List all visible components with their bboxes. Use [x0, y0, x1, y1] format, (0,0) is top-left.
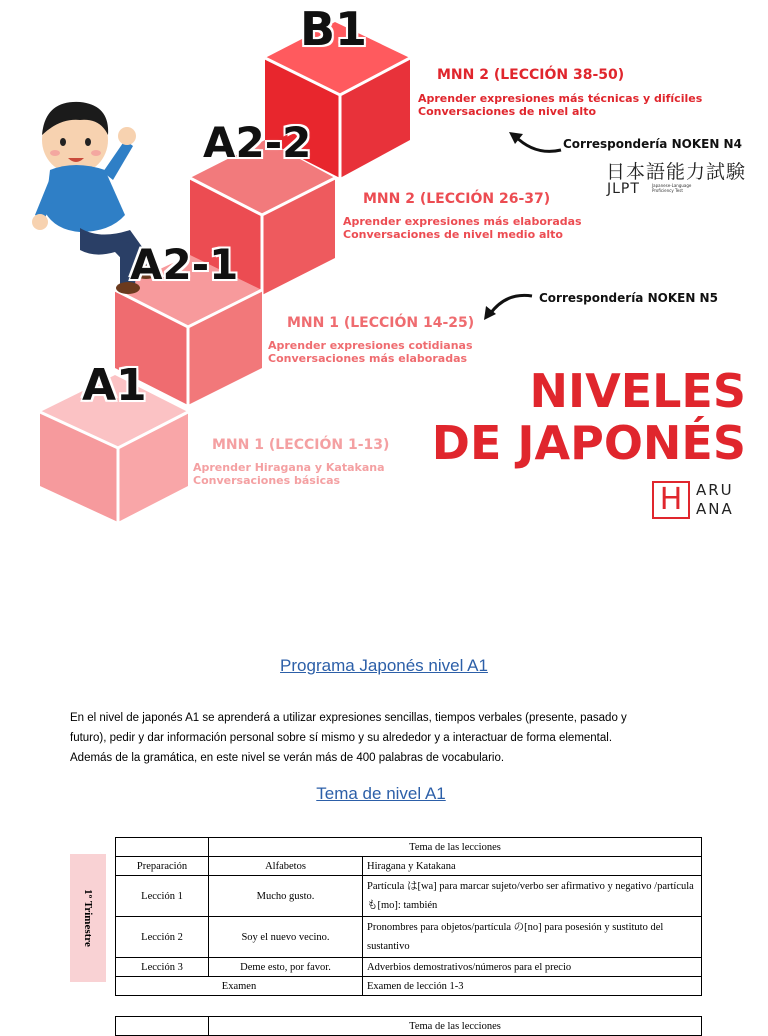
table-row: [116, 857, 702, 876]
haruana-logo-top: ARU: [696, 481, 734, 499]
content-cell: Pronombres para objetos/partícula の[no] para posesión y sustituto del sustantivo: [363, 917, 702, 958]
topic-cell: Soy el nuevo vecino.: [209, 917, 363, 958]
arrow-n4-icon: [505, 128, 565, 158]
table-header-empty: [116, 838, 209, 857]
lesson-cell: Preparación: [116, 857, 209, 876]
program-intro: [70, 708, 710, 768]
table-header-row: [116, 838, 702, 857]
trimester-label: 1º Trimestre: [82, 889, 94, 947]
haruana-logo-box: [652, 481, 690, 519]
page-title-line2: DE JAPONÉS: [431, 416, 746, 470]
page-title: [432, 365, 746, 469]
a1-description-line2: Conversaciones básicas: [193, 474, 341, 487]
a21-description-line1: Aprender expresiones cotidianas: [268, 339, 473, 352]
program-intro-line1: En el nivel de japonés A1 se aprenderá a utilizar expresiones sencillas, tiempos verbales (presente, pasado y: [70, 712, 627, 724]
level-subtitle[interactable]: Tema de nivel A1: [316, 784, 446, 803]
jlpt-small-text: Japanese-Language Proficiency Test: [652, 183, 692, 193]
trimester-label-box: [70, 854, 106, 982]
lesson-cell: Lección 3: [116, 958, 209, 977]
haruana-logo-bottom: ANA: [696, 500, 734, 518]
table-header: Tema de las lecciones: [209, 1017, 702, 1036]
page-title-line1: NIVELES: [529, 364, 746, 418]
b1-description-line2: Conversaciones de nivel alto: [418, 105, 597, 118]
a21-description: [268, 339, 473, 365]
lesson-table-2: [115, 1016, 702, 1036]
b1-description: [418, 92, 702, 118]
a22-description-line2: Conversaciones de nivel medio alto: [343, 228, 563, 241]
topic-cell: Mucho gusto.: [209, 876, 363, 917]
noken-n5-label: Correspondería NOKEN N5: [539, 291, 718, 305]
level-label-a1: A1: [82, 360, 147, 411]
level-label-a22: A2-2: [203, 118, 312, 167]
level-label-a21: A2-1: [130, 240, 239, 289]
b1-description-line1: Aprender expresiones más técnicas y difíciles: [418, 92, 703, 105]
arrow-n5-icon: [480, 290, 535, 322]
lesson-cell: Lección 1: [116, 876, 209, 917]
haruana-logo: [652, 481, 752, 523]
jlpt-latin-logo: JLPT: [607, 181, 640, 197]
table-header: Tema de las lecciones: [209, 838, 702, 857]
table-row: [116, 958, 702, 977]
lesson-cell: Lección 2: [116, 917, 209, 958]
table-row: [116, 876, 702, 917]
program-title[interactable]: Programa Japonés nivel A1: [280, 656, 488, 675]
a1-mnn-label: MNN 1 (LECCIÓN 1-13): [212, 437, 390, 453]
a21-description-line2: Conversaciones más elaboradas: [268, 352, 468, 365]
a22-mnn-label: MNN 2 (LECCIÓN 26-37): [363, 191, 551, 207]
lesson-table: [115, 837, 702, 996]
table-header-row: [116, 1017, 702, 1036]
topic-cell: Alfabetos: [209, 857, 363, 876]
a21-mnn-label: MNN 1 (LECCIÓN 14-25): [287, 315, 475, 331]
a22-description-line1: Aprender expresiones más elaboradas: [343, 215, 582, 228]
program-intro-line2: futuro), pedir y dar información personal sobre sí mismo y su alrededor y a interactuar de forma elemental.: [70, 732, 613, 744]
haruana-logo-letter: H: [659, 482, 683, 517]
a1-description: [193, 461, 385, 487]
content-cell: Examen de lección 1-3: [363, 977, 702, 996]
program-intro-line3: Además de la gramática, en este nivel se verán más de 400 palabras de vocabulario.: [70, 752, 505, 764]
table-row: [116, 917, 702, 958]
noken-n4-label: Correspondería NOKEN N4: [563, 137, 742, 151]
table-header-empty: [116, 1017, 209, 1036]
content-cell: Hiragana y Katakana: [363, 857, 702, 876]
a22-description: [343, 215, 582, 241]
level-label-b1: B1: [300, 2, 368, 56]
table-row: [116, 977, 702, 996]
jlpt-kanji-logo: 日本語能力試験: [606, 161, 747, 183]
b1-mnn-label: MNN 2 (LECCIÓN 38-50): [437, 67, 625, 83]
topic-cell: Deme esto, por favor.: [209, 958, 363, 977]
content-cell: Adverbios demostrativos/números para el precio: [363, 958, 702, 977]
content-cell: Partícula は[wa] para marcar sujeto/verbo ser afirmativo y negativo /partícula も[mo]: también: [363, 876, 702, 917]
exam-cell: Examen: [116, 977, 363, 996]
a1-description-line1: Aprender Hiragana y Katakana: [193, 461, 385, 474]
